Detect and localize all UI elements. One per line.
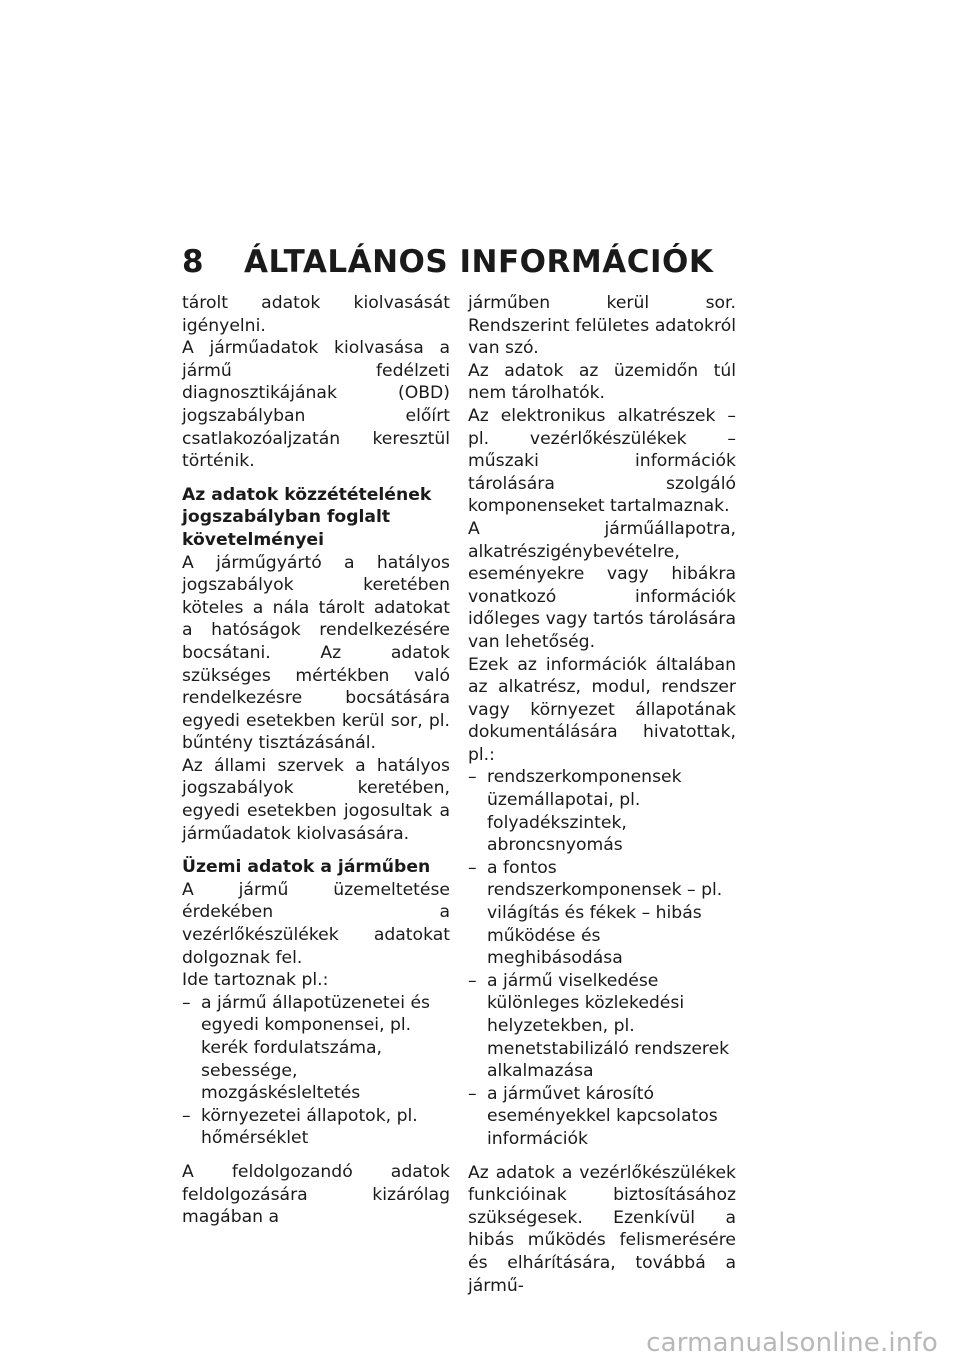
list-item: – rendszerkomponensek üzemállapotai, pl. folyadékszintek, abroncsnyomás xyxy=(468,766,736,856)
paragraph: A járműgyártó a hatályos jogszabályok keretében köteles a nála tárolt adatokat a hatóságok rendelkezésére bocsátani. Az adatok szükséges mértékben való rendelkezésre bocsátására egyedi esetekben kerül sor, pl. bűntény tisztázásánál. xyxy=(182,552,450,754)
bullet-list xyxy=(468,766,736,1150)
paragraph: tárolt adatok kiolvasását igényelni. xyxy=(182,293,450,336)
paragraph: Az elektronikus alkatrészek – pl. vezérlőkészülékek – műszaki információk tárolására szolgáló komponenseket tartalmaznak. xyxy=(468,405,736,517)
watermark: carmanualsonline.info xyxy=(646,1328,938,1358)
paragraph: Ezek az információk általában az alkatrész, modul, rendszer vagy környezet állapotának dokumentálására hivatottak, pl.: xyxy=(468,654,736,765)
list-item: – a fontos rendszerkomponensek – pl. világítás és fékek – hibás működése és meghibásodása xyxy=(468,857,736,970)
paragraph: Az állami szervek a hatályos jogszabályok keretében, egyedi esetekben jogosultak a járműadatok kiolvasására. xyxy=(182,755,450,844)
paragraph: A feldolgozandó adatok feldolgozására kizárólag magában a xyxy=(182,1161,450,1228)
paragraph: Ide tartoznak pl.: xyxy=(182,970,329,991)
chapter-number: 8 xyxy=(182,244,205,280)
section-heading: Üzemi adatok a járműben xyxy=(182,857,431,878)
paragraph: A jármű üzemeltetése érdekében a vezérlőkészülékek adatokat dolgoznak fel. xyxy=(182,879,450,968)
list-item: – a jármű viselkedése különleges közlekedési helyzetekben, pl. menetstabilizáló rendszerek alkalmazása xyxy=(468,970,736,1083)
list-item: – a járművet károsító eseményekkel kapcsolatos információk xyxy=(468,1083,736,1151)
right-column xyxy=(468,292,736,1297)
list-item: – környezetei állapotok, pl. hőmérséklet xyxy=(182,1105,450,1150)
list-item: – a jármű állapotüzenetei és egyedi komponensei, pl. kerék fordulatszáma, sebessége, mozgáskésleltetés xyxy=(182,992,450,1105)
chapter-title: ÁLTALÁNOS INFORMÁCIÓK xyxy=(244,244,714,280)
bullet-list xyxy=(182,992,450,1150)
chapter-heading xyxy=(182,243,713,281)
paragraph: járműben kerül sor. Rendszerint felületes adatokról van szó. xyxy=(468,293,736,359)
section-heading: Az adatok közzétételének jogszabályban foglalt követelményei xyxy=(182,484,432,550)
paragraph: A járműadatok kiolvasása a jármű fedélzeti diagnosztikájának (OBD) jogszabályban előírt csatlakozóaljzatán keresztül történik. xyxy=(182,338,450,472)
paragraph: A járműállapotra, alkatrészigénybevételre, eseményekre vagy hibákra vonatkozó információk időleges vagy tartós tárolására van lehetőség. xyxy=(468,518,736,652)
paragraph: Az adatok a vezérlőkészülékek funkcióinak biztosításához szükségesek. Ezenkívül a hibás működés felismerésére és elhárítására, továbbá a jármű- xyxy=(468,1162,736,1296)
left-column xyxy=(182,292,450,1229)
paragraph: Az adatok az üzemidőn túl nem tárolhatók. xyxy=(468,360,736,404)
